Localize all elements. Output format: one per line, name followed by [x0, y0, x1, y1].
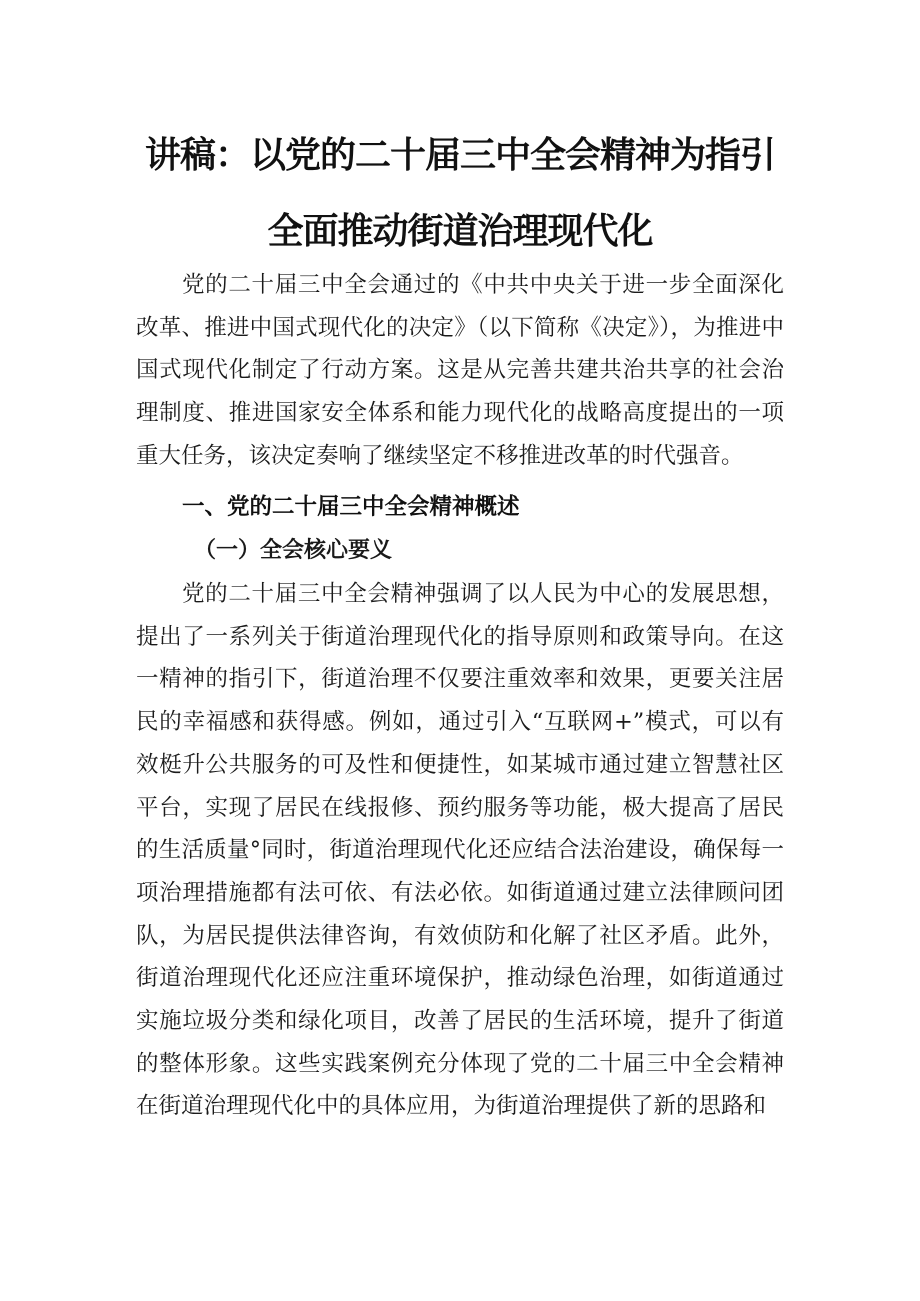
intro-paragraph: 党的二十届三中全会通过的《中共中央关于进一步全面深化改革、推进中国式现代化的决定》（以下简称《决定》），为推进中国式现代化制定了行动方案。这是从完善共建共治共享的社会治理制度、推进国家安全体系和能力现代化的战略高度提出的一项重大任务，该决定奏响了继续坚定不移推进改革的时代强音。 [136, 272, 784, 469]
subsection-heading: （一）全会核心要义 [194, 537, 393, 563]
section-heading: 一、党的二十届三中全会精神概述 [182, 494, 520, 520]
document-title-line2: 全面推动街道治理现代化 [267, 211, 653, 252]
document-title-line1: 讲稿：以党的二十届三中全会精神为指引 [144, 135, 775, 176]
body-paragraph: 党的二十届三中全会精神强调了以人民为中心的发展思想，提出了一系列关于街道治理现代化的指导原则和政策导向。在这一精神的指引下，街道治理不仅要注重效率和效果，更要关注居民的幸福感和获得感。例如，通过引入“互联网+”模式，可以有效梃升公共服务的可及性和便捷性，如某城市通过建立智慧社区平台，实现了居民在线报修、预约服务等功能，极大提高了居民的生活质量°同时，街道治理现代化还应结合法治建设，确保每一项治理措施都有法可依、有法必依。如街道通过建立法律顾问团队，为居民提供法律咨询，有效侦防和化解了社区矛盾。此外，街道治理现代化还应注重环境保护，推动绿色治理，如街道通过实施垃圾分类和绿化项目，改善了居民的生活环境，提升了街道的整体形象。这些实践案例充分体现了党的二十届三中全会精神在街道治理现代化中的具体应用，为街道治理提供了新的思路和 [136, 581, 784, 1120]
